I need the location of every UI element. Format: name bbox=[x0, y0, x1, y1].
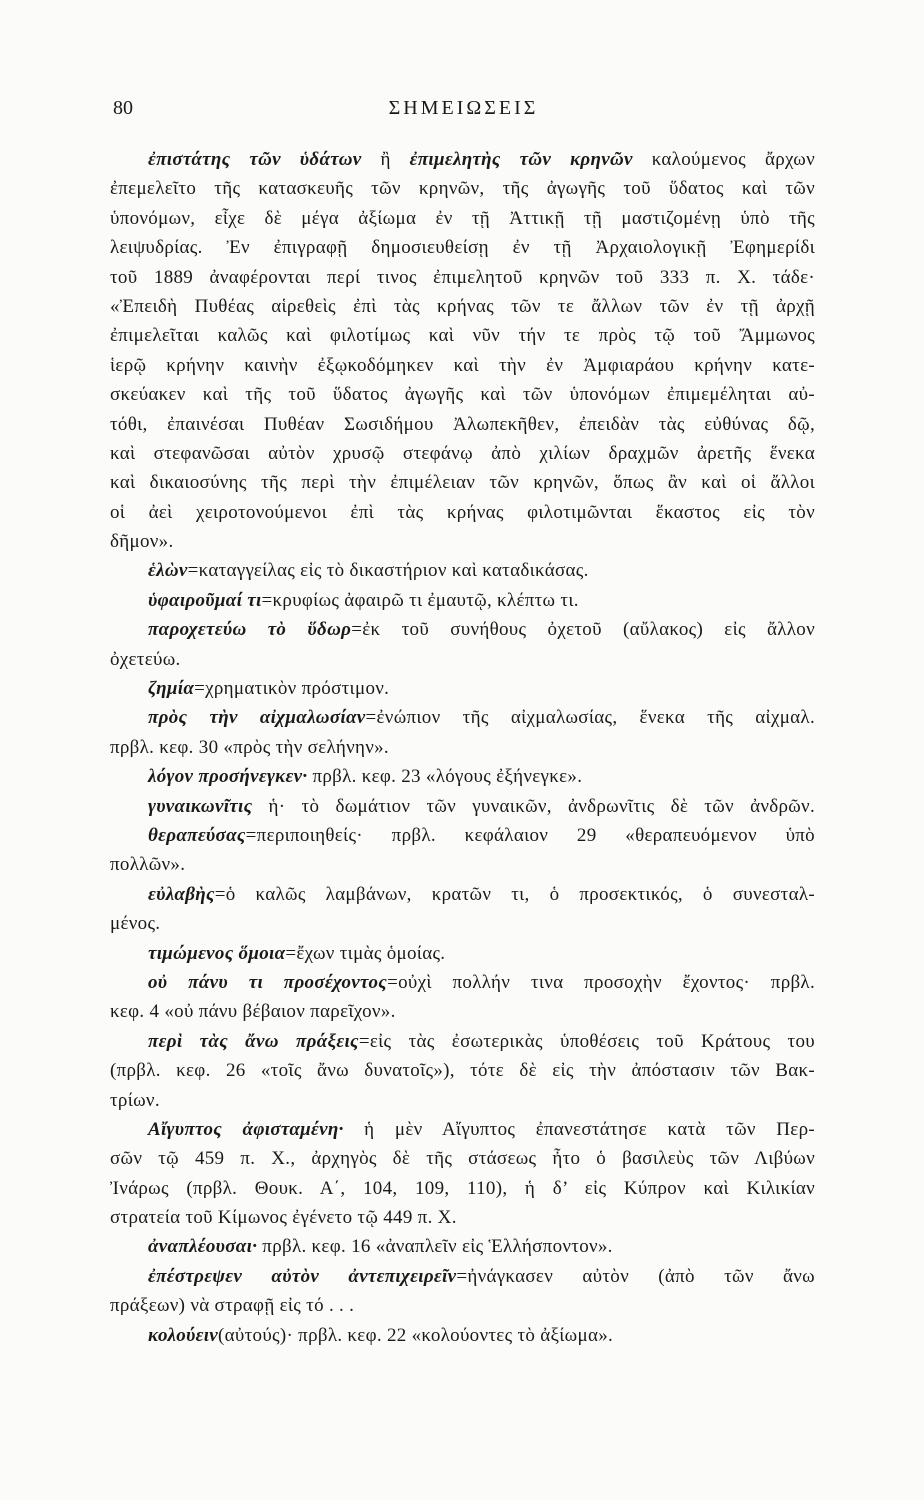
gloss-text: σκεύακεν καὶ τῆς τοῦ ὕδατος ἀγωγῆς καὶ τῶν ὑπονόμων ἐπιμεμέληται αὐ- bbox=[110, 384, 815, 406]
gloss-text: =ἐνώπιον τῆς αἰχμαλωσίας, ἕνεκα τῆς αἰχμαλ. bbox=[365, 707, 815, 729]
gloss-text: ὑπονόμων, εἶχε δὲ μέγα ἀξίωμα ἐν τῇ Ἀττικῇ τῇ μαστιζομένῃ ὑπὸ τῆς bbox=[110, 207, 815, 229]
gloss-term: Αἴγυπτος ἀφισταμένη· bbox=[148, 1118, 344, 1140]
gloss-term: εὐλαβὴς bbox=[148, 883, 215, 905]
gloss-text: δῆμον». bbox=[110, 531, 174, 553]
text-line bbox=[110, 733, 815, 762]
gloss-term: ὑφαιροῦμαί τι bbox=[148, 589, 262, 611]
text-line bbox=[110, 939, 815, 968]
text-line bbox=[110, 792, 815, 821]
gloss-text: ἐπιμελεῖται καλῶς καὶ φιλοτίμως καὶ νῦν τήν τε πρὸς τῷ τοῦ Ἄμμωνος bbox=[110, 325, 815, 347]
gloss-text: (αὐτούς)· πρβλ. κεφ. 22 «κολούοντες τὸ ἀξίωμα». bbox=[218, 1324, 614, 1346]
text-line bbox=[110, 880, 815, 909]
gloss-text: στρατεία τοῦ Κίμωνος ἐγένετο τῷ 449 π. Χ. bbox=[110, 1207, 457, 1229]
gloss-text: =καταγγείλας εἰς τὸ δικαστήριον καὶ καταδικάσας. bbox=[187, 560, 589, 582]
text-line bbox=[110, 556, 815, 585]
gloss-text: =ἠνάγκασεν αὐτὸν (ἀπὸ τῶν ἄνω bbox=[456, 1265, 815, 1287]
text-line bbox=[110, 909, 815, 938]
text-line bbox=[110, 997, 815, 1026]
text-line bbox=[110, 145, 815, 174]
gloss-text: οἱ ἀεὶ χειροτονούμενοι ἐπὶ τὰς κρήνας φιλοτιμῶνται ἕκαστος εἰς τὸν bbox=[110, 501, 815, 523]
text-line bbox=[110, 674, 815, 703]
text-line bbox=[110, 1115, 815, 1144]
text-line bbox=[110, 439, 815, 468]
text-line bbox=[110, 1321, 815, 1350]
gloss-text: τόθι, ἐπαινέσαι Πυθέαν Σωσιδήμου Ἀλωπεκῆθεν, ἐπειδὰν τὰς εὐθύνας δῷ, bbox=[110, 413, 815, 435]
gloss-term: θεραπεύσας bbox=[148, 824, 246, 846]
gloss-term: γυναικωνῖτις bbox=[148, 795, 253, 817]
gloss-text: καὶ δικαιοσύνης τῆς περὶ τὴν ἐπιμέλειαν τῶν κρηνῶν, ὅπως ἂν καὶ οἱ ἄλλοι bbox=[110, 472, 815, 494]
text-line bbox=[110, 204, 815, 233]
gloss-text: =εἰς τὰς ἐσωτερικὰς ὑποθέσεις τοῦ Κράτους του bbox=[358, 1030, 815, 1052]
gloss-term: ἐπιμελητὴς τῶν κρηνῶν bbox=[409, 149, 633, 170]
text-line bbox=[110, 821, 815, 850]
text-line bbox=[110, 1174, 815, 1203]
text-line bbox=[110, 968, 815, 997]
gloss-text: =ἐκ τοῦ συνήθους ὀχετοῦ (αὔλακος) εἰς ἄλλον bbox=[351, 619, 815, 641]
text-line bbox=[110, 645, 815, 674]
page-number: 80 bbox=[113, 97, 133, 119]
gloss-text: =ὁ καλῶς λαμβάνων, κρατῶν τι, ὁ προσεκτικός, ὁ συνεσταλ- bbox=[214, 883, 815, 905]
gloss-term: λόγον προσήνεγκεν· bbox=[148, 766, 308, 788]
gloss-term: ἐπέστρεψεν αὐτὸν ἀντεπιχειρεῖν bbox=[148, 1265, 457, 1287]
gloss-term: ἑλὼν bbox=[148, 560, 188, 582]
text-line bbox=[110, 1262, 815, 1291]
text-line bbox=[110, 263, 815, 292]
gloss-text: =οὐχὶ πολλήν τινα προσοχὴν ἔχοντος· πρβλ. bbox=[387, 971, 815, 993]
text-line bbox=[110, 850, 815, 879]
gloss-text: πράξεων) νὰ στραφῇ εἰς τό . . . bbox=[110, 1295, 355, 1317]
gloss-text: καὶ στεφανῶσαι αὐτὸν χρυσῷ στεφάνῳ ἀπὸ χιλίων δραχμῶν ἀρετῆς ἕνεκα bbox=[110, 442, 815, 464]
text-line bbox=[110, 1056, 815, 1085]
gloss-text: ἱερῷ κρήνην καινὴν ἐξῳκοδόμηκεν καὶ τὴν ἐν Ἀμφιαράου κρήνην κατε- bbox=[110, 354, 815, 376]
gloss-text: «Ἐπειδὴ Πυθέας αἱρεθεὶς ἐπὶ τὰς κρήνας τῶν τε ἄλλων τῶν ἐν τῇ ἀρχῇ bbox=[110, 295, 815, 317]
gloss-text: ἡ μὲν Αἴγυπτος ἐπανεστάτησε κατὰ τῶν Περ- bbox=[343, 1118, 815, 1140]
gloss-term: ἀναπλέουσαι· bbox=[148, 1236, 258, 1258]
gloss-text: κεφ. 4 «οὐ πάνυ βέβαιον παρεῖχον». bbox=[110, 1001, 396, 1023]
text-line bbox=[110, 1203, 815, 1232]
text-line bbox=[110, 1291, 815, 1320]
gloss-term: περὶ τὰς ἄνω πράξεις bbox=[148, 1030, 359, 1052]
text-line bbox=[110, 233, 815, 262]
gloss-text: σῶν τῷ 459 π. Χ., ἀρχηγὸς δὲ τῆς στάσεως ἦτο ὁ βασιλεὺς τῶν Λιβύων bbox=[110, 1148, 815, 1170]
text-line bbox=[110, 468, 815, 497]
gloss-text: Ἰνάρως (πρβλ. Θουκ. Α΄, 104, 109, 110), ἡ δ’ εἰς Κύπρον καὶ Κιλικίαν bbox=[110, 1177, 815, 1199]
gloss-term: ζημία bbox=[148, 678, 195, 700]
text-line bbox=[110, 1232, 815, 1261]
notes-body bbox=[110, 145, 815, 1350]
gloss-text: πρβλ. κεφ. 30 «πρὸς τὴν σελήνην». bbox=[110, 736, 389, 758]
text-line bbox=[110, 527, 815, 556]
running-title: ΣΗΜΕΙΩΣΕΙΣ bbox=[388, 97, 539, 119]
gloss-text: τρίων. bbox=[110, 1089, 160, 1111]
gloss-text: μένος. bbox=[110, 913, 161, 935]
text-line bbox=[110, 174, 815, 203]
text-line bbox=[110, 586, 815, 615]
gloss-text: =κρυφίως ἀφαιρῶ τι ἐμαυτῷ, κλέπτω τι. bbox=[261, 589, 579, 611]
gloss-term: τιμώμενος ὅμοια bbox=[148, 942, 286, 964]
gloss-text: =ἔχων τιμὰς ὁμοίας. bbox=[285, 942, 446, 964]
text-line bbox=[110, 351, 815, 380]
gloss-text: λειψυδρίας. Ἐν ἐπιγραφῇ δημοσιευθείσῃ ἐν τῇ Ἀρχαιολογικῇ Ἐφημερίδι bbox=[110, 237, 815, 259]
text-line bbox=[110, 380, 815, 409]
text-line bbox=[110, 1086, 815, 1115]
gloss-text: =περιποιηθείς· πρβλ. κεφάλαιον 29 «θεραπευόμενον ὑπὸ bbox=[245, 824, 815, 846]
gloss-text: (πρβλ. κεφ. 26 «τοῖς ἄνω δυνατοῖς»), τότε δὲ εἰς τὴν ἀπόστασιν τῶν Βακ- bbox=[110, 1060, 815, 1082]
text-line bbox=[110, 1144, 815, 1173]
text-line bbox=[110, 1027, 815, 1056]
gloss-text: ὀχετεύω. bbox=[110, 648, 181, 670]
text-line bbox=[110, 321, 815, 350]
gloss-text: ἡ· τὸ δωμάτιον τῶν γυναικῶν, ἀνδρωνῖτις δὲ τῶν ἀνδρῶν. bbox=[252, 795, 815, 817]
gloss-term: πρὸς τὴν αἰχμαλωσίαν bbox=[148, 707, 366, 729]
text-line bbox=[110, 410, 815, 439]
gloss-text: καλούμενος ἄρχων bbox=[632, 149, 815, 170]
running-header bbox=[113, 97, 814, 127]
gloss-term: παροχετεύω τὸ ὕδωρ bbox=[148, 619, 352, 641]
text-line bbox=[110, 615, 815, 644]
gloss-text: πολλῶν». bbox=[110, 854, 186, 876]
gloss-term: ἐπιστάτης τῶν ὑδάτων bbox=[148, 149, 362, 170]
gloss-text: τοῦ 1889 ἀναφέρονται περί τινος ἐπιμελητοῦ κρηνῶν τοῦ 333 π. Χ. τάδε· bbox=[110, 266, 815, 288]
gloss-text: ἐπεμελεῖτο τῆς κατασκευῆς τῶν κρηνῶν, τῆς ἀγωγῆς τοῦ ὕδατος καὶ τῶν bbox=[110, 178, 815, 200]
gloss-text: πρβλ. κεφ. 23 «λόγους ἐξήνεγκε». bbox=[307, 766, 583, 788]
text-line bbox=[110, 292, 815, 321]
gloss-text: πρβλ. κεφ. 16 «ἀναπλεῖν εἰς Ἑλλήσποντον». bbox=[257, 1236, 613, 1258]
text-line bbox=[110, 703, 815, 732]
gloss-text: =χρηματικὸν πρόστιμον. bbox=[194, 678, 390, 700]
gloss-term: οὐ πάνυ τι προσέχοντος bbox=[148, 971, 388, 993]
gloss-text: ἢ bbox=[361, 149, 410, 170]
text-line bbox=[110, 498, 815, 527]
text-line bbox=[110, 762, 815, 791]
gloss-term: κολούειν bbox=[148, 1324, 219, 1346]
